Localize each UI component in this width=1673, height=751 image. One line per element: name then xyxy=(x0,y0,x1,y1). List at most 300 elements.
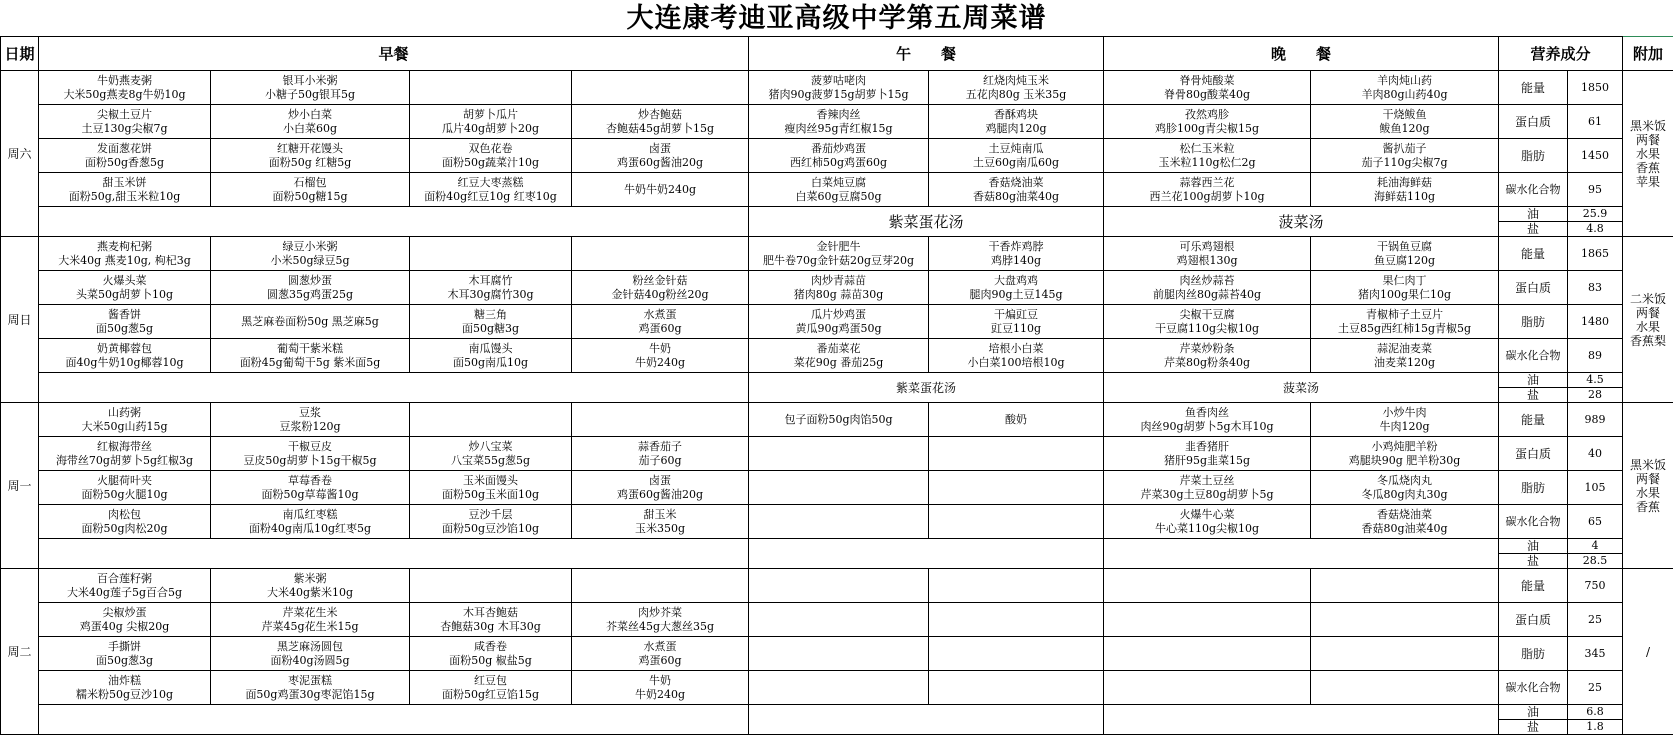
dish-name: 蒜蓉西兰花 xyxy=(1179,175,1235,189)
dish-ingredients: 面50g鸡蛋30g枣泥馅15g xyxy=(245,687,375,701)
extra-line: 香蕉 xyxy=(1636,160,1661,175)
dish-ingredients: 牛肉120g xyxy=(1379,419,1430,433)
dish-ingredients: 芹菜30g土豆80g胡萝卜5g xyxy=(1140,487,1274,501)
dish-name: 粉丝金针菇 xyxy=(632,273,688,287)
breakfast-dish xyxy=(572,471,749,505)
dish-name: 干锅鱼豆腐 xyxy=(1377,239,1433,253)
lunch-dish xyxy=(749,271,929,305)
dish-ingredients: 面粉50g糖15g xyxy=(272,189,348,203)
dish-ingredients: 圆葱35g鸡蛋25g xyxy=(266,287,354,301)
nutrition-label: 盐 xyxy=(1499,222,1568,237)
dish-ingredients: 油麦菜120g xyxy=(1374,355,1436,369)
extra-line: 香蕉梨 xyxy=(1630,333,1667,348)
soup-row xyxy=(1,705,1673,720)
dinner-dish xyxy=(1311,71,1499,105)
dish-name: 银耳小米粥 xyxy=(282,73,338,87)
dish-ingredients: 土豆60g南瓜60g xyxy=(972,155,1060,169)
dish-ingredients: 猪肉100g果仁10g xyxy=(1358,287,1452,301)
breakfast-dish xyxy=(39,505,211,539)
lunch-soup: 紫菜蛋花汤 xyxy=(749,207,1104,237)
dish-ingredients: 面50g葱5g xyxy=(95,321,154,335)
dinner-soup xyxy=(1104,539,1499,569)
dish-name: 肉丝炒蒜苔 xyxy=(1179,273,1235,287)
dish-name: 鱼香肉丝 xyxy=(1185,405,1230,419)
dish-name: 肉炒青蒜苗 xyxy=(811,273,867,287)
breakfast-dish xyxy=(211,569,410,603)
dinner-soup: 菠菜汤 xyxy=(1104,207,1499,237)
extra-notes xyxy=(1623,237,1673,403)
dinner-dish xyxy=(1311,437,1499,471)
dish-ingredients: 小米50g绿豆5g xyxy=(270,253,350,267)
nutrition-value: 83 xyxy=(1568,271,1623,305)
breakfast-dish xyxy=(211,139,410,173)
breakfast-dish xyxy=(572,339,749,373)
dish-name: 蒜泥油麦菜 xyxy=(1377,341,1433,355)
dish-ingredients: 酸奶 xyxy=(1005,412,1028,426)
dish-name: 发面葱花饼 xyxy=(97,141,152,155)
dish-ingredients: 杏鲍菇45g胡萝卜15g xyxy=(605,121,715,135)
nutrition-label: 蛋白质 xyxy=(1499,271,1568,305)
breakfast-dish xyxy=(211,403,410,437)
breakfast-dish xyxy=(410,637,572,671)
breakfast-dish xyxy=(39,237,211,271)
dish-name: 木耳腐竹 xyxy=(468,273,513,287)
dish-name: 山药粥 xyxy=(108,405,141,419)
nutrition-value: 1480 xyxy=(1568,305,1623,339)
nutrition-label: 蛋白质 xyxy=(1499,603,1568,637)
dish-ingredients: 牛奶240g xyxy=(634,355,686,369)
header-extra: 附加 xyxy=(1623,37,1673,71)
breakfast-dish xyxy=(410,173,572,207)
dish-name: 瓜片炒鸡蛋 xyxy=(811,307,867,321)
day-label: 周二 xyxy=(1,569,39,735)
dish-ingredients: 芹菜45g花生米15g xyxy=(261,619,359,633)
dish-name: 白菜炖豆腐 xyxy=(811,175,867,189)
breakfast-dish xyxy=(410,139,572,173)
dish-name: 芹菜土豆丝 xyxy=(1179,473,1235,487)
lunch-dish xyxy=(749,637,929,671)
dinner-dish xyxy=(1104,505,1311,539)
dish-ingredients: 大米50g山药15g xyxy=(81,419,168,433)
breakfast-dish xyxy=(572,569,749,603)
breakfast-dish xyxy=(39,403,211,437)
nutrition-label: 盐 xyxy=(1499,720,1568,735)
dish-name: 百合莲籽粥 xyxy=(97,571,152,585)
dish-ingredients: 面粉50g草莓酱10g xyxy=(261,487,359,501)
soup-row xyxy=(1,373,1673,388)
dinner-dish xyxy=(1311,471,1499,505)
dish-name: 紫米粥 xyxy=(293,571,327,585)
extra-line: 水果 xyxy=(1636,319,1661,334)
dish-ingredients: 鸡胗100g青尖椒15g xyxy=(1154,121,1260,135)
dish-name: 炒杏鲍菇 xyxy=(638,107,682,121)
breakfast-dish xyxy=(410,603,572,637)
dish-name: 南瓜馒头 xyxy=(468,341,513,355)
dish-name: 羊肉炖山药 xyxy=(1377,73,1433,87)
lunch-dish xyxy=(749,471,929,505)
extra-line: 苹果 xyxy=(1636,174,1661,189)
nutrition-value: 25.9 xyxy=(1568,207,1623,222)
dish-ingredients: 木耳30g腐竹30g xyxy=(447,287,534,301)
dish-name: 火腿荷叶夹 xyxy=(97,473,152,487)
dish-name: 干煸豇豆 xyxy=(994,307,1039,321)
dish-ingredients: 面40g牛奶10g椰蓉10g xyxy=(65,355,184,369)
dish-ingredients: 牛奶牛奶240g xyxy=(623,182,697,196)
extra-line: 两餐 xyxy=(1636,132,1661,147)
dish-name: 玉米面馒头 xyxy=(463,473,518,487)
dish-ingredients: 面粉40g南瓜10g红枣5g xyxy=(248,521,372,535)
lunch-dish xyxy=(929,505,1104,539)
nutrition-value: 4 xyxy=(1568,539,1623,554)
dish-ingredients: 豆浆粉120g xyxy=(279,419,341,433)
dish-ingredients: 香菇80g油菜40g xyxy=(972,189,1060,203)
dish-name: 糖三角 xyxy=(474,307,507,321)
dish-name: 蒜香茄子 xyxy=(638,439,682,453)
nutrition-label: 能量 xyxy=(1499,403,1568,437)
dish-name: 松仁玉米粒 xyxy=(1179,141,1235,155)
dish-name: 牛奶 xyxy=(649,673,671,687)
dish-ingredients: 大米40g紫米10g xyxy=(266,585,354,599)
dish-name: 炒小白菜 xyxy=(288,107,332,121)
dish-ingredients: 糯米粉50g豆沙10g xyxy=(75,687,174,701)
dish-name: 红烧肉炖玉米 xyxy=(983,73,1050,87)
header-day: 日期 xyxy=(1,37,39,71)
lunch-soup: 紫菜蛋花汤 xyxy=(749,373,1104,403)
dish-name: 甜玉米 xyxy=(643,507,677,521)
dish-ingredients: 大米50g燕麦8g牛奶10g xyxy=(63,87,186,101)
dish-ingredients: 猪肝95g韭菜15g xyxy=(1163,453,1251,467)
dish-name: 小炒牛肉 xyxy=(1382,405,1427,419)
dish-name: 火爆牛心菜 xyxy=(1179,507,1235,521)
dish-ingredients: 肉丝90g胡萝卜5g木耳10g xyxy=(1140,419,1274,433)
breakfast-soup-blank xyxy=(39,705,749,735)
dish-name: 绿豆小米粥 xyxy=(282,239,338,253)
lunch-dish xyxy=(749,437,929,471)
dish-name: 菠萝咕咾肉 xyxy=(811,73,867,87)
nutrition-label: 碳水化合物 xyxy=(1499,505,1568,539)
lunch-dish xyxy=(749,173,929,207)
extra-notes xyxy=(1623,403,1673,569)
soup-row xyxy=(1,539,1673,554)
nutrition-label: 油 xyxy=(1499,373,1568,388)
dish-ingredients: 黄瓜90g鸡蛋50g xyxy=(795,321,882,335)
dish-name: 肉炒芥菜 xyxy=(638,605,682,619)
dish-name: 火爆头菜 xyxy=(102,273,147,287)
dinner-dish xyxy=(1104,637,1311,671)
dinner-dish xyxy=(1311,569,1499,603)
dish-ingredients: 鸡蛋60g xyxy=(638,653,682,667)
menu-row xyxy=(1,173,1673,207)
dish-ingredients: 芹菜80g粉条40g xyxy=(1163,355,1251,369)
breakfast-dish xyxy=(211,471,410,505)
lunch-soup xyxy=(749,539,1104,569)
dish-name: 双色花卷 xyxy=(468,141,513,155)
dish-name: 番茄炒鸡蛋 xyxy=(811,141,867,155)
dish-ingredients: 土豆85g西红柿15g青椒5g xyxy=(1337,321,1472,335)
dish-name: 黑芝麻汤圆包 xyxy=(277,639,343,653)
dish-ingredients: 瓜片40g胡萝卜20g xyxy=(441,121,540,135)
dish-name: 尖椒炒蛋 xyxy=(102,605,147,619)
dish-ingredients: 干豆腐110g尖椒10g xyxy=(1154,321,1260,335)
dish-name: 韭香猪肝 xyxy=(1185,439,1230,453)
menu-row xyxy=(1,471,1673,505)
dish-ingredients: 豆皮50g胡萝卜15g干椒5g xyxy=(243,453,377,467)
dish-ingredients: 脊骨80g酸菜40g xyxy=(1163,87,1251,101)
nutrition-value: 65 xyxy=(1568,505,1623,539)
nutrition-value: 1.8 xyxy=(1568,720,1623,735)
dish-name: 胡萝卜瓜片 xyxy=(463,107,518,121)
breakfast-dish xyxy=(39,671,211,705)
menu-row xyxy=(1,339,1673,373)
dish-name: 耗油海鲜菇 xyxy=(1377,175,1433,189)
dish-ingredients: 面粉50g 红糖5g xyxy=(268,155,352,169)
lunch-dish xyxy=(929,305,1104,339)
extra-line: 二米饭 xyxy=(1630,291,1667,306)
dish-name: 红豆大枣蒸糕 xyxy=(457,175,524,189)
nutrition-value: 28.5 xyxy=(1568,554,1623,569)
breakfast-dish xyxy=(39,271,211,305)
dish-ingredients: 面粉50g玉米面10g xyxy=(441,487,540,501)
dish-name: 干香炸鸡脖 xyxy=(988,239,1044,253)
dinner-dish xyxy=(1311,637,1499,671)
dish-name: 枣泥蛋糕 xyxy=(288,673,332,687)
breakfast-dish xyxy=(572,671,749,705)
menu-row xyxy=(1,305,1673,339)
dish-name: 油炸糕 xyxy=(108,673,141,687)
day-label: 周日 xyxy=(1,237,39,403)
dinner-dish xyxy=(1311,603,1499,637)
breakfast-dish xyxy=(39,305,211,339)
dish-ingredients: 面粉50g红豆馅15g xyxy=(441,687,540,701)
dish-name: 干烧鲅鱼 xyxy=(1382,107,1427,121)
dish-ingredients: 面50g葱3g xyxy=(95,653,154,667)
lunch-dish xyxy=(929,339,1104,373)
header-dinner: 晚 餐 xyxy=(1104,37,1499,71)
dinner-dish xyxy=(1311,671,1499,705)
dish-ingredients: 小糖子50g银耳5g xyxy=(264,87,356,101)
dish-name: 葡萄干紫米糕 xyxy=(277,341,343,355)
nutrition-label: 脂肪 xyxy=(1499,637,1568,671)
nutrition-label: 盐 xyxy=(1499,388,1568,403)
nutrition-value: 750 xyxy=(1568,569,1623,603)
dinner-dish xyxy=(1104,237,1311,271)
breakfast-soup-blank xyxy=(39,539,749,569)
dinner-dish xyxy=(1104,305,1311,339)
dinner-dish xyxy=(1311,173,1499,207)
lunch-dish xyxy=(929,437,1104,471)
nutrition-value: 40 xyxy=(1568,437,1623,471)
dish-name: 尖椒干豆腐 xyxy=(1179,307,1235,321)
dish-ingredients: 玉米350g xyxy=(634,521,686,535)
dish-name: 牛奶 xyxy=(649,341,671,355)
dinner-soup: 菠菜汤 xyxy=(1104,373,1499,403)
lunch-dish xyxy=(929,671,1104,705)
dish-ingredients: 茄子110g尖椒7g xyxy=(1361,155,1448,169)
nutrition-value: 345 xyxy=(1568,637,1623,671)
breakfast-dish xyxy=(572,105,749,139)
breakfast-dish xyxy=(410,569,572,603)
dish-ingredients: 面粉50g 椒盐5g xyxy=(449,653,532,667)
nutrition-label: 蛋白质 xyxy=(1499,105,1568,139)
dish-ingredients: 鸡腿肉120g xyxy=(985,121,1047,135)
dish-name: 豆浆 xyxy=(299,405,321,419)
lunch-dish xyxy=(749,71,929,105)
breakfast-dish xyxy=(572,505,749,539)
dish-name: 脊骨炖酸菜 xyxy=(1179,73,1235,87)
dish-name: 可乐鸡翅根 xyxy=(1179,239,1235,253)
lunch-dish xyxy=(929,105,1104,139)
lunch-dish xyxy=(929,271,1104,305)
dish-name: 豆沙千层 xyxy=(468,507,513,521)
dish-ingredients: 五花肉80g 玉米35g xyxy=(965,87,1067,101)
dinner-dish xyxy=(1311,139,1499,173)
breakfast-dish xyxy=(410,71,572,105)
breakfast-dish xyxy=(39,105,211,139)
dinner-dish xyxy=(1104,603,1311,637)
dish-ingredients: 小白菜100培根10g xyxy=(967,355,1065,369)
dish-name: 大盘鸡鸡 xyxy=(994,273,1039,287)
breakfast-dish xyxy=(211,71,410,105)
dish-ingredients: 香菇80g油菜40g xyxy=(1361,521,1448,535)
lunch-dish xyxy=(749,139,929,173)
nutrition-value: 1850 xyxy=(1568,71,1623,105)
breakfast-dish xyxy=(572,71,749,105)
dish-name: 草莓香卷 xyxy=(288,473,332,487)
menu-row xyxy=(1,671,1673,705)
lunch-dish xyxy=(929,139,1104,173)
dish-name: 番茄菜花 xyxy=(816,341,861,355)
dinner-dish xyxy=(1104,173,1311,207)
dinner-dish xyxy=(1311,271,1499,305)
menu-row xyxy=(1,237,1673,271)
dish-name: 木耳杏鲍菇 xyxy=(463,605,518,619)
dinner-dish xyxy=(1104,271,1311,305)
dinner-dish xyxy=(1104,437,1311,471)
dish-ingredients: 面粉50g,甜玉米粒10g xyxy=(68,189,181,203)
dish-ingredients: 金针菇40g粉丝20g xyxy=(611,287,709,301)
nutrition-value: 105 xyxy=(1568,471,1623,505)
nutrition-value: 4.8 xyxy=(1568,222,1623,237)
breakfast-dish xyxy=(572,139,749,173)
nutrition-value: 61 xyxy=(1568,105,1623,139)
dish-ingredients: 鱼豆腐120g xyxy=(1374,253,1436,267)
breakfast-dish xyxy=(211,305,410,339)
dish-name: 卤蛋 xyxy=(649,473,671,487)
menu-row xyxy=(1,637,1673,671)
breakfast-dish xyxy=(410,471,572,505)
dish-ingredients: 面粉40g红豆10g 红枣10g xyxy=(424,189,557,203)
menu-row xyxy=(1,403,1673,437)
breakfast-dish xyxy=(211,339,410,373)
dish-ingredients: 面50g南瓜10g xyxy=(452,355,529,369)
soup-row xyxy=(1,207,1673,222)
dish-name: 炒八宝菜 xyxy=(468,439,513,453)
header-nutrition: 营养成分 xyxy=(1499,37,1623,71)
nutrition-label: 碳水化合物 xyxy=(1499,173,1568,207)
dish-ingredients: 牛心菜110g尖椒10g xyxy=(1154,521,1260,535)
lunch-soup xyxy=(749,705,1104,735)
menu-row xyxy=(1,437,1673,471)
dish-name: 红椒海带丝 xyxy=(97,439,152,453)
breakfast-dish xyxy=(39,339,211,373)
dish-ingredients: 瘦肉丝95g青红椒15g xyxy=(784,121,893,135)
menu-row xyxy=(1,569,1673,603)
dish-ingredients: 面粉45g葡萄干5g 紫米面5g xyxy=(239,355,381,369)
breakfast-dish xyxy=(211,637,410,671)
dish-name: 咸香卷 xyxy=(474,639,507,653)
nutrition-value: 89 xyxy=(1568,339,1623,373)
lunch-dish xyxy=(749,569,929,603)
lunch-dish xyxy=(929,637,1104,671)
nutrition-label: 油 xyxy=(1499,539,1568,554)
breakfast-dish xyxy=(39,569,211,603)
extra-line: 两餐 xyxy=(1636,305,1661,320)
dish-name: 卤蛋 xyxy=(649,141,671,155)
breakfast-dish xyxy=(211,271,410,305)
dish-ingredients: 面50g糖3g xyxy=(461,321,520,335)
dinner-dish xyxy=(1311,305,1499,339)
lunch-dish xyxy=(929,173,1104,207)
dish-ingredients: 猪肉90g菠萝15g胡萝卜15g xyxy=(768,87,909,101)
menu-row xyxy=(1,271,1673,305)
dinner-dish xyxy=(1311,237,1499,271)
extra-line: 黑米饭 xyxy=(1630,457,1667,472)
dish-ingredients: 黑芝麻卷面粉50g 黑芝麻5g xyxy=(241,314,379,328)
dish-name: 尖椒土豆片 xyxy=(97,107,152,121)
nutrition-label: 碳水化合物 xyxy=(1499,339,1568,373)
dish-ingredients: 腿肉90g土豆145g xyxy=(969,287,1063,301)
dish-name: 石榴包 xyxy=(293,175,327,189)
breakfast-dish xyxy=(410,305,572,339)
dish-ingredients: 鸡脖140g xyxy=(991,253,1042,267)
dish-ingredients: 大米40g 燕麦10g, 枸杞3g xyxy=(58,253,191,267)
dish-name: 红豆包 xyxy=(474,673,507,687)
dinner-dish xyxy=(1104,105,1311,139)
breakfast-dish xyxy=(39,603,211,637)
nutrition-label: 油 xyxy=(1499,207,1568,222)
dinner-dish xyxy=(1104,339,1311,373)
nutrition-value: 95 xyxy=(1568,173,1623,207)
weekly-menu-table xyxy=(0,36,1673,735)
dish-ingredients: 八宝菜55g葱5g xyxy=(450,453,531,467)
dish-name: 红糖开花馒头 xyxy=(277,141,343,155)
dish-ingredients: 头菜50g胡萝卜10g xyxy=(75,287,174,301)
breakfast-dish xyxy=(572,603,749,637)
nutrition-label: 碳水化合物 xyxy=(1499,671,1568,705)
breakfast-dish xyxy=(410,105,572,139)
nutrition-value: 4.5 xyxy=(1568,373,1623,388)
lunch-dish xyxy=(749,105,929,139)
breakfast-dish xyxy=(211,671,410,705)
breakfast-dish xyxy=(410,339,572,373)
dish-ingredients: 芥菜丝45g大葱丝35g xyxy=(605,619,715,633)
day-label: 周一 xyxy=(1,403,39,569)
breakfast-dish xyxy=(572,437,749,471)
breakfast-dish xyxy=(410,271,572,305)
nutrition-label: 能量 xyxy=(1499,237,1568,271)
dish-name: 芹菜炒粉条 xyxy=(1179,341,1235,355)
dish-ingredients: 面粉50g火腿10g xyxy=(81,487,168,501)
extra-line: / xyxy=(1646,644,1651,659)
header-breakfast: 早餐 xyxy=(39,37,749,71)
breakfast-dish xyxy=(211,437,410,471)
dish-ingredients: 茄子60g xyxy=(638,453,682,467)
header-lunch: 午 餐 xyxy=(749,37,1104,71)
nutrition-label: 脂肪 xyxy=(1499,305,1568,339)
breakfast-dish xyxy=(39,637,211,671)
dinner-dish xyxy=(1311,403,1499,437)
dinner-dish xyxy=(1104,671,1311,705)
